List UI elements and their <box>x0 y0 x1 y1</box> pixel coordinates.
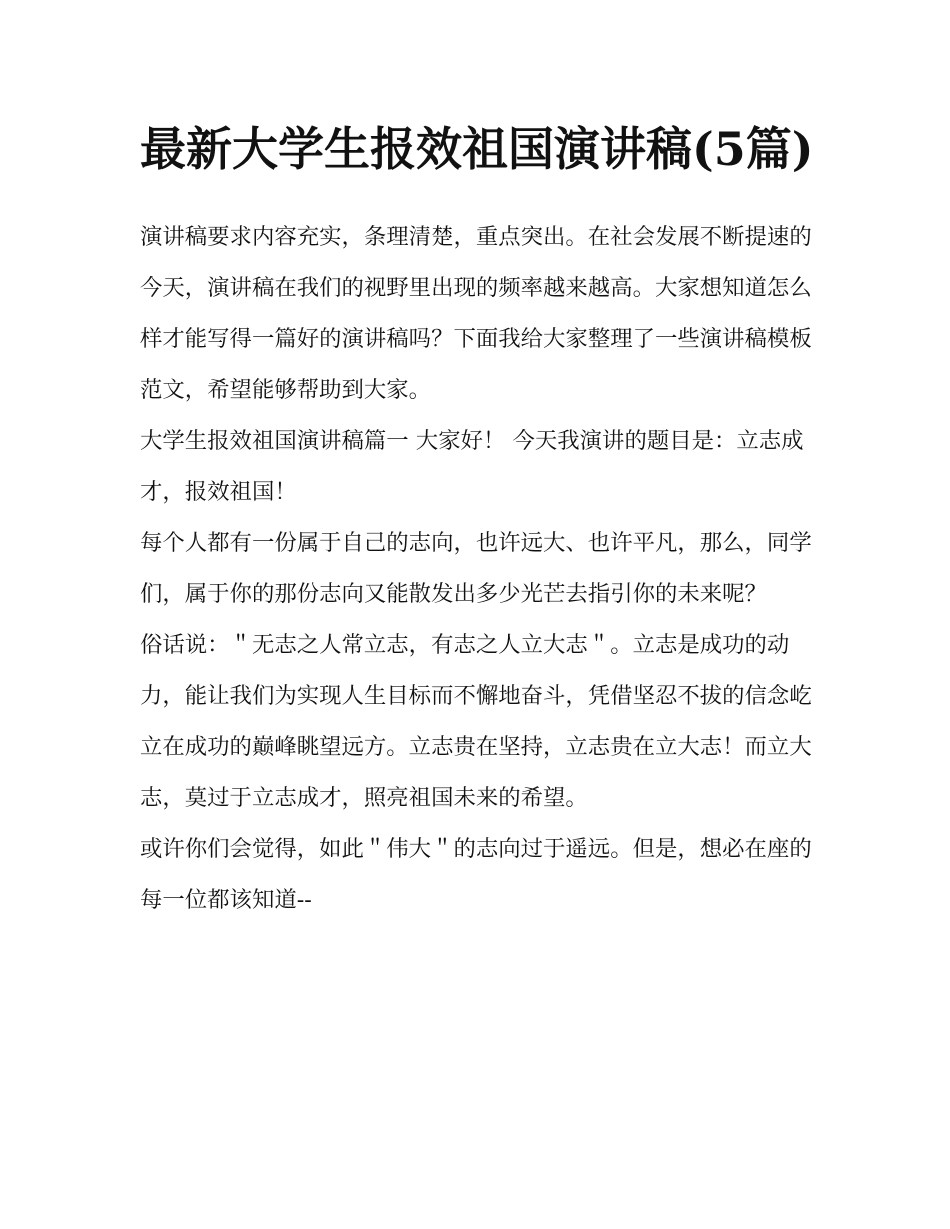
document-body <box>140 112 820 926</box>
paragraph-perhaps: 或许你们会觉得，如此＂伟大＂的志向过于遥远。但是，想必在座的每一位都该知道-- <box>140 836 812 913</box>
paragraph-saying: 俗话说：＂无志之人常立志，有志之人立大志＂。立志是成功的动力，能让我们为实现人生目标而不懈地奋斗，凭借坚忍不拔的信念屹立在成功的巅峰眺望远方。立志贵在坚持，立志贵在立大志！而立大志，莫过于立志成才，照亮祖国未来的希望。 <box>140 632 812 811</box>
document-title: 最新大学生报效祖国演讲稿(5篇) <box>140 122 814 176</box>
paragraph-aspiration: 每个人都有一份属于自己的志向，也许远大、也许平凡，那么，同学们，属于你的那份志向又能散发出多少光芒去指引你的未来呢？ <box>140 530 812 607</box>
paragraph-speech-opening: 大学生报效祖国演讲稿篇一 大家好！ 今天我演讲的题目是：立志成才，报效祖国！ <box>140 428 804 505</box>
paragraph-intro: 演讲稿要求内容充实，条理清楚，重点突出。在社会发展不断提速的今天，演讲稿在我们的视野里出现的频率越来越高。大家想知道怎么样才能写得一篇好的演讲稿吗？下面我给大家整理了一些演讲稿模板范文，希望能够帮助到大家。 <box>140 224 812 403</box>
